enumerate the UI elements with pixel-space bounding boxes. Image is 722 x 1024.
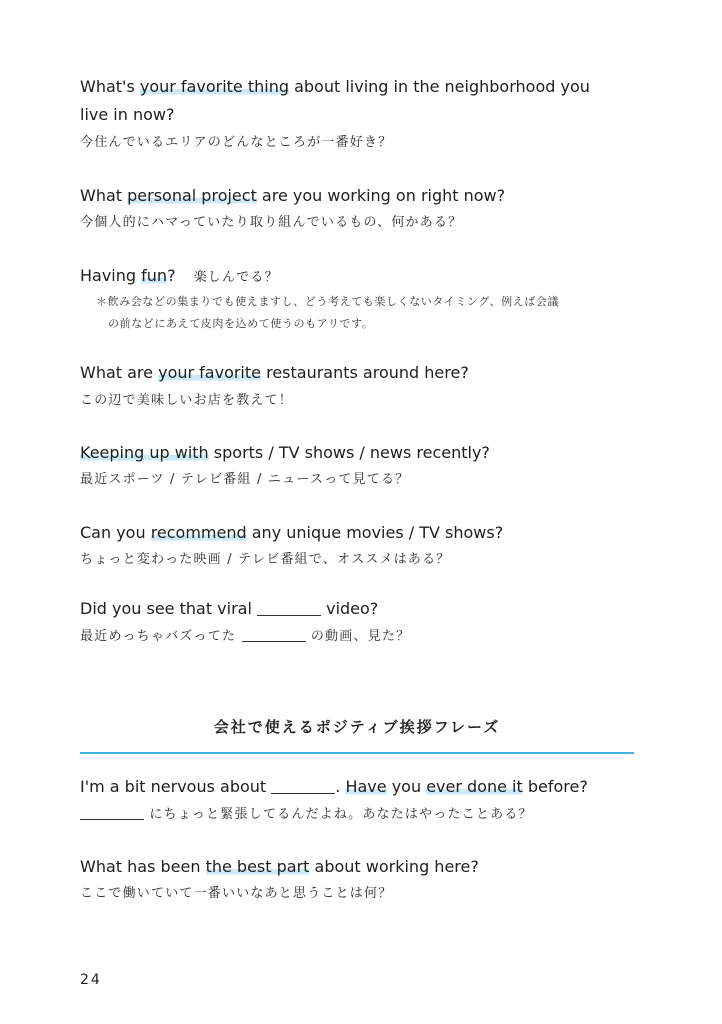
note-line-2: の前などにあえて皮肉を込めて使うのもアリです。 [108, 317, 374, 330]
blank-line [271, 779, 335, 794]
question-8-japanese [80, 805, 533, 824]
question-1-english [80, 77, 590, 97]
highlighted-phrase: the best part [205, 857, 310, 876]
blank-line [80, 805, 144, 820]
highlighted-phrase: your favorite [158, 363, 261, 382]
text: What's [80, 77, 140, 96]
section-divider [80, 752, 634, 754]
text: 最近めっちゃバズってた [80, 629, 242, 644]
text: Can you [80, 523, 151, 542]
text: I'm a bit nervous about [80, 777, 272, 796]
text: about living in the neighborhood you [289, 77, 590, 96]
text: ? [167, 266, 176, 285]
question-3-english [80, 266, 279, 288]
text: Did you see that viral [80, 599, 258, 618]
highlighted-phrase: Keeping up with [80, 443, 209, 462]
question-1-english-line2: live in now? [80, 105, 175, 124]
text: Having [80, 266, 142, 285]
text: What are [80, 363, 159, 382]
text: の動画、見た？ [305, 629, 411, 644]
highlighted-phrase: personal project [127, 186, 257, 205]
question-3-japanese: 楽しんでる？ [193, 270, 279, 285]
text: にちょっと緊張してるんだよね。あなたはやったことある？ [144, 807, 533, 822]
blank-line [257, 601, 321, 616]
text: sports / TV shows / news recently? [208, 443, 490, 462]
question-7-english [80, 599, 378, 619]
question-4-japanese: この辺で美味しいお店を教えて！ [80, 393, 294, 408]
text: any unique movies / TV shows? [246, 523, 504, 542]
highlighted-phrase: your favorite thing [139, 77, 289, 96]
text: about working here? [309, 857, 479, 876]
question-2-japanese: 今個人的にハマっていたり取り組んでいるもの、何かある？ [80, 215, 463, 230]
blank-line [242, 627, 306, 642]
highlighted-phrase: ever done it [426, 777, 523, 796]
text: What has been [80, 857, 206, 876]
text: . [335, 777, 346, 796]
question-1-japanese: 今住んでいるエリアのどんなところが一番好き？ [80, 135, 393, 150]
text: video? [321, 599, 379, 618]
question-5-english [80, 443, 490, 463]
text: restaurants around here? [261, 363, 469, 382]
note-line-1: ＊飲み会などの集まりでも使えますし、どう考えても楽しくないタイミング、例えば会議 [96, 295, 560, 308]
text: you [386, 777, 427, 796]
highlighted-phrase: fun [141, 266, 168, 285]
text: are you working on right now? [256, 186, 506, 205]
text: before? [522, 777, 588, 796]
text: What [80, 186, 128, 205]
section-heading: 会社で使えるポジティブ挨拶フレーズ [213, 718, 501, 736]
page-number: 24 [80, 972, 102, 988]
highlighted-phrase: Have [345, 777, 387, 796]
question-9-english [80, 857, 479, 877]
question-6-english [80, 523, 503, 543]
question-5-japanese: 最近スポーツ / テレビ番組 / ニュースって見てる？ [80, 472, 410, 487]
highlighted-phrase: recommend [150, 523, 247, 542]
question-8-english [80, 777, 588, 797]
question-7-japanese [80, 627, 410, 646]
question-9-japanese: ここで働いていて一番いいなあと思うことは何？ [80, 886, 393, 901]
question-4-english [80, 363, 469, 383]
question-6-japanese: ちょっと変わった映画 / テレビ番組で、オススメはある？ [80, 552, 451, 567]
question-2-english [80, 186, 505, 206]
